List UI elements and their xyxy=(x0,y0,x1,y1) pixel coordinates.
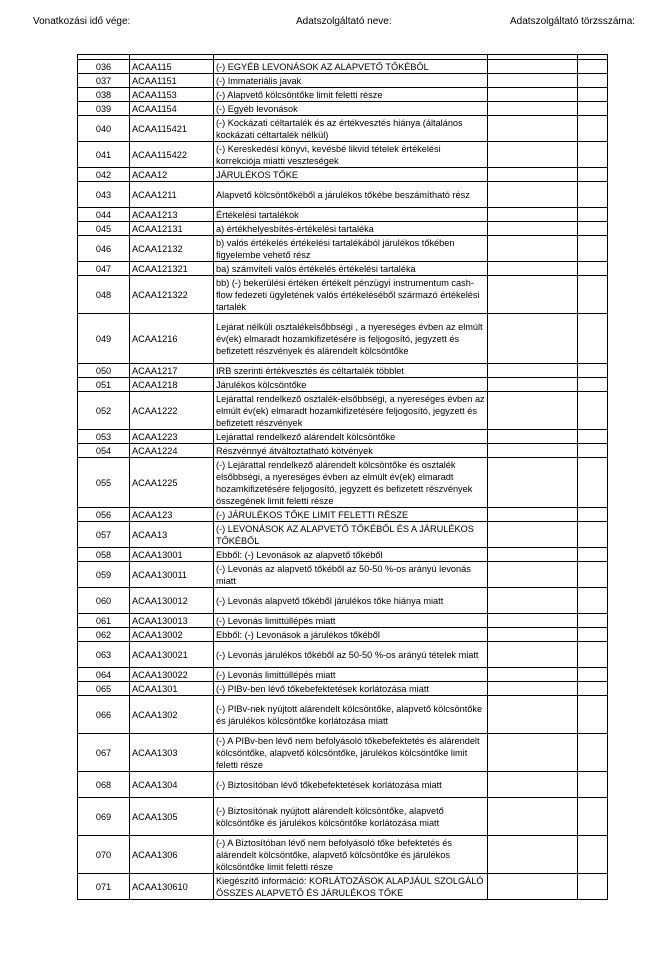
row-extra-cell xyxy=(578,182,608,208)
row-extra-cell xyxy=(578,874,608,900)
row-value-cell xyxy=(488,588,578,614)
row-description: Alapvető kölcsöntőkéből a járulékos tőkébe beszámítható rész xyxy=(214,182,488,208)
row-extra-cell xyxy=(578,588,608,614)
row-value-cell xyxy=(488,444,578,458)
row-code: ACAA123 xyxy=(130,508,214,522)
row-extra-cell xyxy=(578,168,608,182)
row-extra-cell xyxy=(578,614,608,628)
row-description: JÁRULÉKOS TŐKE xyxy=(214,168,488,182)
row-extra-cell xyxy=(578,364,608,378)
row-extra-cell xyxy=(578,522,608,548)
row-description: (-) Biztosítónak nyújtott alárendelt kölcsöntőke, alapvető kölcsöntőke és járulékos kölcsöntőke korlátozása miatt xyxy=(214,798,488,836)
row-code: ACAA121322 xyxy=(130,276,214,314)
row-description: (-) Alapvető kölcsöntőke limit feletti része xyxy=(214,88,488,102)
row-description: (-) PIBv-nek nyújtott alárendelt kölcsöntőke, alapvető kölcsöntőke és járulékos kölcsöntőke korlátozása miatt xyxy=(214,696,488,734)
row-value-cell xyxy=(488,874,578,900)
row-number: 064 xyxy=(78,668,130,682)
row-value-cell xyxy=(488,142,578,168)
row-number: 050 xyxy=(78,364,130,378)
row-code: ACAA1216 xyxy=(130,314,214,364)
table-row xyxy=(78,836,608,874)
row-code: ACAA115 xyxy=(130,60,214,74)
period-end-label: Vonatkozási idő vége: xyxy=(33,16,131,27)
table-row xyxy=(78,458,608,508)
row-number: 065 xyxy=(78,682,130,696)
row-value-cell xyxy=(488,262,578,276)
row-description: (-) PIBv-ben lévő tőkebefektetések korlátozása miatt xyxy=(214,682,488,696)
row-extra-cell xyxy=(578,458,608,508)
table-row xyxy=(78,588,608,614)
row-number: 048 xyxy=(78,276,130,314)
row-extra-cell xyxy=(578,102,608,116)
row-number: 041 xyxy=(78,142,130,168)
table-row xyxy=(78,798,608,836)
row-number: 042 xyxy=(78,168,130,182)
row-extra-cell xyxy=(578,430,608,444)
table-row xyxy=(78,102,608,116)
row-value-cell xyxy=(488,772,578,798)
row-number: 068 xyxy=(78,772,130,798)
table-row xyxy=(78,508,608,522)
row-extra-cell xyxy=(578,222,608,236)
row-code: ACAA115422 xyxy=(130,142,214,168)
row-description: ba) számviteli valós értékelés értékelési tartaléka xyxy=(214,262,488,276)
row-code: ACAA13002 xyxy=(130,628,214,642)
row-description: Lejárattal rendelkező osztalék-elsőbbségi, a nyereséges évben az elmúlt év(ek) elmaradt hozamkifizetésére feljogosító, jegyzett és befizetett részvények xyxy=(214,392,488,430)
row-number: 046 xyxy=(78,236,130,262)
row-number: 052 xyxy=(78,392,130,430)
row-code: ACAA1153 xyxy=(130,88,214,102)
page-header xyxy=(0,16,665,30)
table-row xyxy=(78,276,608,314)
row-description: (-) Levonás alapvető tőkéből járulékos tőke hiánya miatt xyxy=(214,588,488,614)
row-number: 053 xyxy=(78,430,130,444)
row-description: (-) Levonás járulékos tőkéből az 50-50 %-os arányú tételek miatt xyxy=(214,642,488,668)
row-value-cell xyxy=(488,696,578,734)
row-code: ACAA12 xyxy=(130,168,214,182)
row-extra-cell xyxy=(578,392,608,430)
row-description: Lejárat nélküli osztalékelsőbbségi , a nyereséges évben az elmúlt év(ek) elmaradt hozamkifizetésére is feljogosító, jegyzett és befizetett részvények és alárendelt kölcsöntőke xyxy=(214,314,488,364)
row-description: (-) JÁRULÉKOS TŐKE LIMIT FELETTI RÉSZE xyxy=(214,508,488,522)
table-row xyxy=(78,378,608,392)
row-code: ACAA1154 xyxy=(130,102,214,116)
row-value-cell xyxy=(488,392,578,430)
row-code: ACAA1224 xyxy=(130,444,214,458)
row-value-cell xyxy=(488,60,578,74)
table-row xyxy=(78,444,608,458)
row-code: ACAA1301 xyxy=(130,682,214,696)
row-value-cell xyxy=(488,430,578,444)
row-value-cell xyxy=(488,74,578,88)
row-number: 055 xyxy=(78,458,130,508)
table-row xyxy=(78,168,608,182)
row-number: 045 xyxy=(78,222,130,236)
row-code: ACAA13 xyxy=(130,522,214,548)
row-extra-cell xyxy=(578,642,608,668)
table-row xyxy=(78,262,608,276)
row-value-cell xyxy=(488,562,578,588)
row-code: ACAA130021 xyxy=(130,642,214,668)
row-number: 036 xyxy=(78,60,130,74)
row-number: 044 xyxy=(78,208,130,222)
row-description: (-) Levonás az alapvető tőkéből az 50-50 %-os arányú levonás miatt xyxy=(214,562,488,588)
report-table xyxy=(77,54,608,900)
row-code: ACAA1223 xyxy=(130,430,214,444)
table-row xyxy=(78,430,608,444)
table-row xyxy=(78,392,608,430)
row-number: 047 xyxy=(78,262,130,276)
table-row xyxy=(78,548,608,562)
row-value-cell xyxy=(488,614,578,628)
row-value-cell xyxy=(488,548,578,562)
row-number: 038 xyxy=(78,88,130,102)
row-number: 054 xyxy=(78,444,130,458)
row-description: b) valós értékelés értékelési tartalékából járulékos tőkében figyelembe vehető rész xyxy=(214,236,488,262)
row-value-cell xyxy=(488,182,578,208)
row-description: (-) Egyéb levonások xyxy=(214,102,488,116)
row-code: ACAA12131 xyxy=(130,222,214,236)
row-number: 043 xyxy=(78,182,130,208)
row-description: (-) A PIBv-ben lévő nem befolyásoló tőkebefektetés és alárendelt kölcsöntőke, alapvető kölcsöntőke, járulékos kölcsöntőke limit feletti része xyxy=(214,734,488,772)
row-value-cell xyxy=(488,378,578,392)
row-value-cell xyxy=(488,508,578,522)
row-extra-cell xyxy=(578,116,608,142)
row-number: 057 xyxy=(78,522,130,548)
row-description: (-) Biztosítóban lévő tőkebefektetések korlátozása miatt xyxy=(214,772,488,798)
row-value-cell xyxy=(488,734,578,772)
table-row xyxy=(78,734,608,772)
row-value-cell xyxy=(488,102,578,116)
row-number: 071 xyxy=(78,874,130,900)
table-row xyxy=(78,628,608,642)
table-row xyxy=(78,74,608,88)
row-value-cell xyxy=(488,668,578,682)
row-code: ACAA13001 xyxy=(130,548,214,562)
row-number: 062 xyxy=(78,628,130,642)
row-number: 067 xyxy=(78,734,130,772)
row-extra-cell xyxy=(578,836,608,874)
table-row xyxy=(78,222,608,236)
row-extra-cell xyxy=(578,314,608,364)
row-number: 063 xyxy=(78,642,130,668)
row-value-cell xyxy=(488,642,578,668)
row-description: (-) A Biztosítóban lévő nem befolyásoló tőke befektetés és alárendelt kölcsöntőke, alapvető kölcsöntőke és járulékos kölcsöntőke limit feletti része xyxy=(214,836,488,874)
table-row xyxy=(78,60,608,74)
row-code: ACAA1213 xyxy=(130,208,214,222)
row-value-cell xyxy=(488,168,578,182)
row-value-cell xyxy=(488,276,578,314)
table-row xyxy=(78,208,608,222)
table-row xyxy=(78,642,608,668)
row-code: ACAA1151 xyxy=(130,74,214,88)
row-code: ACAA130022 xyxy=(130,668,214,682)
row-code: ACAA121321 xyxy=(130,262,214,276)
row-extra-cell xyxy=(578,236,608,262)
row-code: ACAA1306 xyxy=(130,836,214,874)
row-code: ACAA130011 xyxy=(130,562,214,588)
table-row xyxy=(78,696,608,734)
row-code: ACAA1225 xyxy=(130,458,214,508)
row-description: (-) LEVONÁSOK AZ ALAPVETŐ TŐKÉBŐL ÉS A JÁRULÉKOS TŐKÉBŐL xyxy=(214,522,488,548)
row-code: ACAA1217 xyxy=(130,364,214,378)
row-number: 049 xyxy=(78,314,130,364)
row-extra-cell xyxy=(578,74,608,88)
table-row xyxy=(78,562,608,588)
row-number: 070 xyxy=(78,836,130,874)
row-code: ACAA130610 xyxy=(130,874,214,900)
row-extra-cell xyxy=(578,60,608,74)
row-number: 059 xyxy=(78,562,130,588)
table-row xyxy=(78,772,608,798)
table-row xyxy=(78,668,608,682)
provider-name-label: Adatszolgáltató neve: xyxy=(296,16,392,27)
row-description: (-) Levonás limittúllépés miatt xyxy=(214,614,488,628)
row-value-cell xyxy=(488,364,578,378)
row-value-cell xyxy=(488,222,578,236)
row-extra-cell xyxy=(578,562,608,588)
row-code: ACAA1222 xyxy=(130,392,214,430)
table-row xyxy=(78,182,608,208)
row-description: (-) Immateriális javak xyxy=(214,74,488,88)
row-value-cell xyxy=(488,116,578,142)
row-extra-cell xyxy=(578,444,608,458)
row-extra-cell xyxy=(578,276,608,314)
row-description: (-) Kereskedési könyvi, kevésbé likvid tételek értékelési korrekciója miatti veszteségek xyxy=(214,142,488,168)
row-extra-cell xyxy=(578,88,608,102)
row-description: (-) Levonás limittúllépés miatt xyxy=(214,668,488,682)
row-description: Kiegészítő információ: KORLÁTOZÁSOK ALAPJÁUL SZOLGÁLÓ ÖSSZES ALAPVETŐ ÉS JÁRULÉKOS TŐKE xyxy=(214,874,488,900)
row-description: Részvénnyé átváltoztatható kötvények xyxy=(214,444,488,458)
provider-id-label: Adatszolgáltató törzsszáma: xyxy=(510,16,636,27)
row-extra-cell xyxy=(578,508,608,522)
row-number: 060 xyxy=(78,588,130,614)
row-number: 040 xyxy=(78,116,130,142)
row-description: Ebből: (-) Levonások az alapvető tőkéből xyxy=(214,548,488,562)
row-code: ACAA1305 xyxy=(130,798,214,836)
table-row xyxy=(78,614,608,628)
row-code: ACAA1302 xyxy=(130,696,214,734)
row-value-cell xyxy=(488,88,578,102)
row-code: ACAA115421 xyxy=(130,116,214,142)
row-number: 058 xyxy=(78,548,130,562)
row-extra-cell xyxy=(578,628,608,642)
row-description: bb) (-) bekerülési értéken értékelt pénzügyi instrumentum cash-flow fedezeti ügyletének valós értékeléséből származó értékelési tartalék xyxy=(214,276,488,314)
row-value-cell xyxy=(488,682,578,696)
row-extra-cell xyxy=(578,682,608,696)
row-description: Járulékos kölcsöntőke xyxy=(214,378,488,392)
report-table-body xyxy=(78,55,608,900)
row-extra-cell xyxy=(578,734,608,772)
row-value-cell xyxy=(488,236,578,262)
row-code: ACAA1303 xyxy=(130,734,214,772)
row-description: (-) Lejárattal rendelkező alárendelt kölcsöntőke és osztalék elsőbbségi, a nyereséges évben az elmúlt év(ek) elmaradt hozamkifizetésére feljogosító, jegyzett és befizetett részvények összegének limit feletti része xyxy=(214,458,488,508)
row-number: 037 xyxy=(78,74,130,88)
row-number: 069 xyxy=(78,798,130,836)
row-extra-cell xyxy=(578,696,608,734)
row-description: Ebből: (-) Levonások a járulékos tőkéből xyxy=(214,628,488,642)
table-row xyxy=(78,116,608,142)
row-value-cell xyxy=(488,314,578,364)
row-description: (-) Kockázati céltartalék és az értékvesztés hiánya (általános kockázati céltartalék nélkül) xyxy=(214,116,488,142)
table-row xyxy=(78,88,608,102)
row-code: ACAA130012 xyxy=(130,588,214,614)
row-description: Értékelési tartalékok xyxy=(214,208,488,222)
table-row xyxy=(78,364,608,378)
row-description: Lejárattal rendelkező alárendelt kölcsöntőke xyxy=(214,430,488,444)
table-row xyxy=(78,314,608,364)
row-number: 056 xyxy=(78,508,130,522)
row-value-cell xyxy=(488,836,578,874)
row-number: 066 xyxy=(78,696,130,734)
table-row xyxy=(78,142,608,168)
row-number: 039 xyxy=(78,102,130,116)
row-extra-cell xyxy=(578,772,608,798)
row-extra-cell xyxy=(578,378,608,392)
row-code: ACAA1304 xyxy=(130,772,214,798)
row-code: ACAA12132 xyxy=(130,236,214,262)
row-extra-cell xyxy=(578,798,608,836)
row-number: 051 xyxy=(78,378,130,392)
row-value-cell xyxy=(488,522,578,548)
row-extra-cell xyxy=(578,208,608,222)
row-extra-cell xyxy=(578,668,608,682)
row-value-cell xyxy=(488,798,578,836)
table-row xyxy=(78,522,608,548)
table-row xyxy=(78,682,608,696)
table-row xyxy=(78,236,608,262)
row-extra-cell xyxy=(578,142,608,168)
row-extra-cell xyxy=(578,262,608,276)
row-description: (-) EGYÉB LEVONÁSOK AZ ALAPVETŐ TŐKÉBŐL xyxy=(214,60,488,74)
row-value-cell xyxy=(488,458,578,508)
row-description: a) értékhelyesbítés-értékelési tartaléka xyxy=(214,222,488,236)
row-number: 061 xyxy=(78,614,130,628)
row-value-cell xyxy=(488,628,578,642)
row-extra-cell xyxy=(578,548,608,562)
row-code: ACAA1211 xyxy=(130,182,214,208)
row-code: ACAA130013 xyxy=(130,614,214,628)
row-description: IRB szerinti értékvesztés és céltartalék többlet xyxy=(214,364,488,378)
row-value-cell xyxy=(488,208,578,222)
table-row xyxy=(78,874,608,900)
row-code: ACAA1218 xyxy=(130,378,214,392)
